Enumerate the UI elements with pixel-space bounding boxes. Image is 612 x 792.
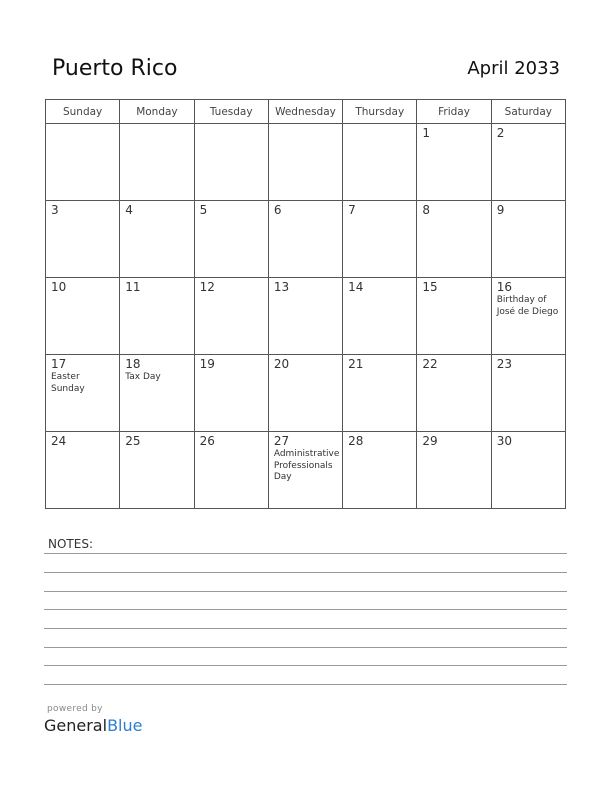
powered-by-text: powered by bbox=[47, 704, 103, 714]
holiday-event: Birthday of José de Diego bbox=[496, 295, 559, 317]
day-number: 10 bbox=[51, 280, 67, 294]
calendar-week-row bbox=[46, 278, 566, 355]
calendar-month-title: April 2033 bbox=[467, 58, 560, 79]
calendar-day-cell bbox=[46, 432, 120, 509]
day-number: 19 bbox=[199, 357, 215, 371]
day-number: 8 bbox=[422, 203, 431, 217]
calendar-day-cell bbox=[194, 278, 268, 355]
calendar-day-cell bbox=[268, 124, 342, 201]
calendar-day-cell bbox=[491, 278, 565, 355]
day-number: 21 bbox=[348, 357, 364, 371]
day-number: 29 bbox=[422, 434, 438, 448]
weekday-friday: Friday bbox=[417, 100, 491, 124]
day-number: 14 bbox=[348, 280, 364, 294]
day-number: 1 bbox=[422, 126, 431, 140]
calendar-day-cell bbox=[268, 278, 342, 355]
day-number: 22 bbox=[422, 357, 438, 371]
notes-label: NOTES: bbox=[48, 537, 93, 551]
calendar-day-cell bbox=[194, 201, 268, 278]
holiday-event: Easter Sunday bbox=[51, 372, 85, 394]
calendar-day-cell bbox=[268, 355, 342, 432]
day-number: 30 bbox=[496, 434, 512, 448]
calendar-day-cell bbox=[194, 432, 268, 509]
calendar-day-cell bbox=[120, 355, 194, 432]
calendar-week-row bbox=[46, 355, 566, 432]
calendar-day-cell bbox=[343, 201, 417, 278]
weekday-wednesday: Wednesday bbox=[268, 100, 342, 124]
notes-line bbox=[44, 553, 567, 554]
day-number: 7 bbox=[348, 203, 356, 217]
day-number: 27 bbox=[273, 434, 290, 448]
weekday-tuesday: Tuesday bbox=[194, 100, 268, 124]
calendar-day-cell bbox=[120, 201, 194, 278]
notes-line bbox=[44, 628, 567, 629]
holiday-event: Administrative Professionals Day bbox=[273, 449, 340, 482]
day-number: 11 bbox=[125, 280, 141, 294]
calendar-day-cell bbox=[343, 124, 417, 201]
calendar-day-cell bbox=[343, 355, 417, 432]
calendar-week-row bbox=[46, 124, 566, 201]
calendar-day-cell bbox=[268, 432, 342, 509]
calendar-week-row bbox=[46, 201, 566, 278]
day-number: 28 bbox=[348, 434, 364, 448]
calendar-grid bbox=[45, 99, 566, 509]
calendar-day-cell bbox=[417, 124, 491, 201]
calendar-day-cell bbox=[120, 432, 194, 509]
day-number: 9 bbox=[496, 203, 505, 217]
weekday-sunday: Sunday bbox=[46, 100, 120, 124]
day-number: 13 bbox=[273, 280, 290, 294]
day-number: 20 bbox=[273, 357, 290, 371]
notes-line bbox=[44, 609, 567, 610]
calendar-day-cell bbox=[120, 278, 194, 355]
day-number: 16 bbox=[496, 280, 512, 294]
notes-line bbox=[44, 647, 567, 648]
calendar-day-cell bbox=[46, 201, 120, 278]
brand-logo-blue: Blue bbox=[107, 716, 143, 735]
calendar-day-cell bbox=[268, 201, 342, 278]
calendar-day-cell bbox=[343, 432, 417, 509]
holiday-event: Tax Day bbox=[125, 372, 161, 382]
calendar-day-cell bbox=[46, 278, 120, 355]
day-number: 3 bbox=[51, 203, 59, 217]
day-number: 2 bbox=[496, 126, 505, 140]
notes-line bbox=[44, 665, 567, 666]
calendar-week-row bbox=[46, 432, 566, 509]
notes-line bbox=[44, 684, 567, 685]
calendar-day-cell bbox=[491, 124, 565, 201]
notes-line bbox=[44, 591, 567, 592]
brand-logo-general: General bbox=[44, 716, 108, 735]
day-number: 18 bbox=[125, 357, 141, 371]
calendar-day-cell bbox=[491, 355, 565, 432]
day-number: 23 bbox=[496, 357, 512, 371]
weekday-saturday: Saturday bbox=[491, 100, 565, 124]
day-number: 24 bbox=[51, 434, 67, 448]
weekday-header-row bbox=[46, 100, 566, 124]
calendar-day-cell bbox=[46, 355, 120, 432]
calendar-day-cell bbox=[343, 278, 417, 355]
day-number: 17 bbox=[51, 357, 67, 371]
calendar-day-cell bbox=[491, 432, 565, 509]
calendar-day-cell bbox=[417, 432, 491, 509]
day-number: 4 bbox=[125, 203, 133, 217]
day-number: 6 bbox=[273, 203, 282, 217]
calendar-day-cell bbox=[120, 124, 194, 201]
calendar-day-cell bbox=[417, 355, 491, 432]
calendar-day-cell bbox=[417, 201, 491, 278]
calendar-country-title: Puerto Rico bbox=[52, 56, 178, 81]
calendar-day-cell bbox=[417, 278, 491, 355]
calendar-day-cell bbox=[46, 124, 120, 201]
weekday-thursday: Thursday bbox=[343, 100, 417, 124]
brand-logo bbox=[44, 716, 142, 735]
notes-line bbox=[44, 572, 567, 573]
day-number: 12 bbox=[199, 280, 215, 294]
day-number: 5 bbox=[199, 203, 208, 217]
day-number: 15 bbox=[422, 280, 438, 294]
calendar-day-cell bbox=[491, 201, 565, 278]
weekday-monday: Monday bbox=[120, 100, 194, 124]
day-number: 26 bbox=[199, 434, 215, 448]
day-number: 25 bbox=[125, 434, 141, 448]
calendar-day-cell bbox=[194, 355, 268, 432]
calendar-day-cell bbox=[194, 124, 268, 201]
